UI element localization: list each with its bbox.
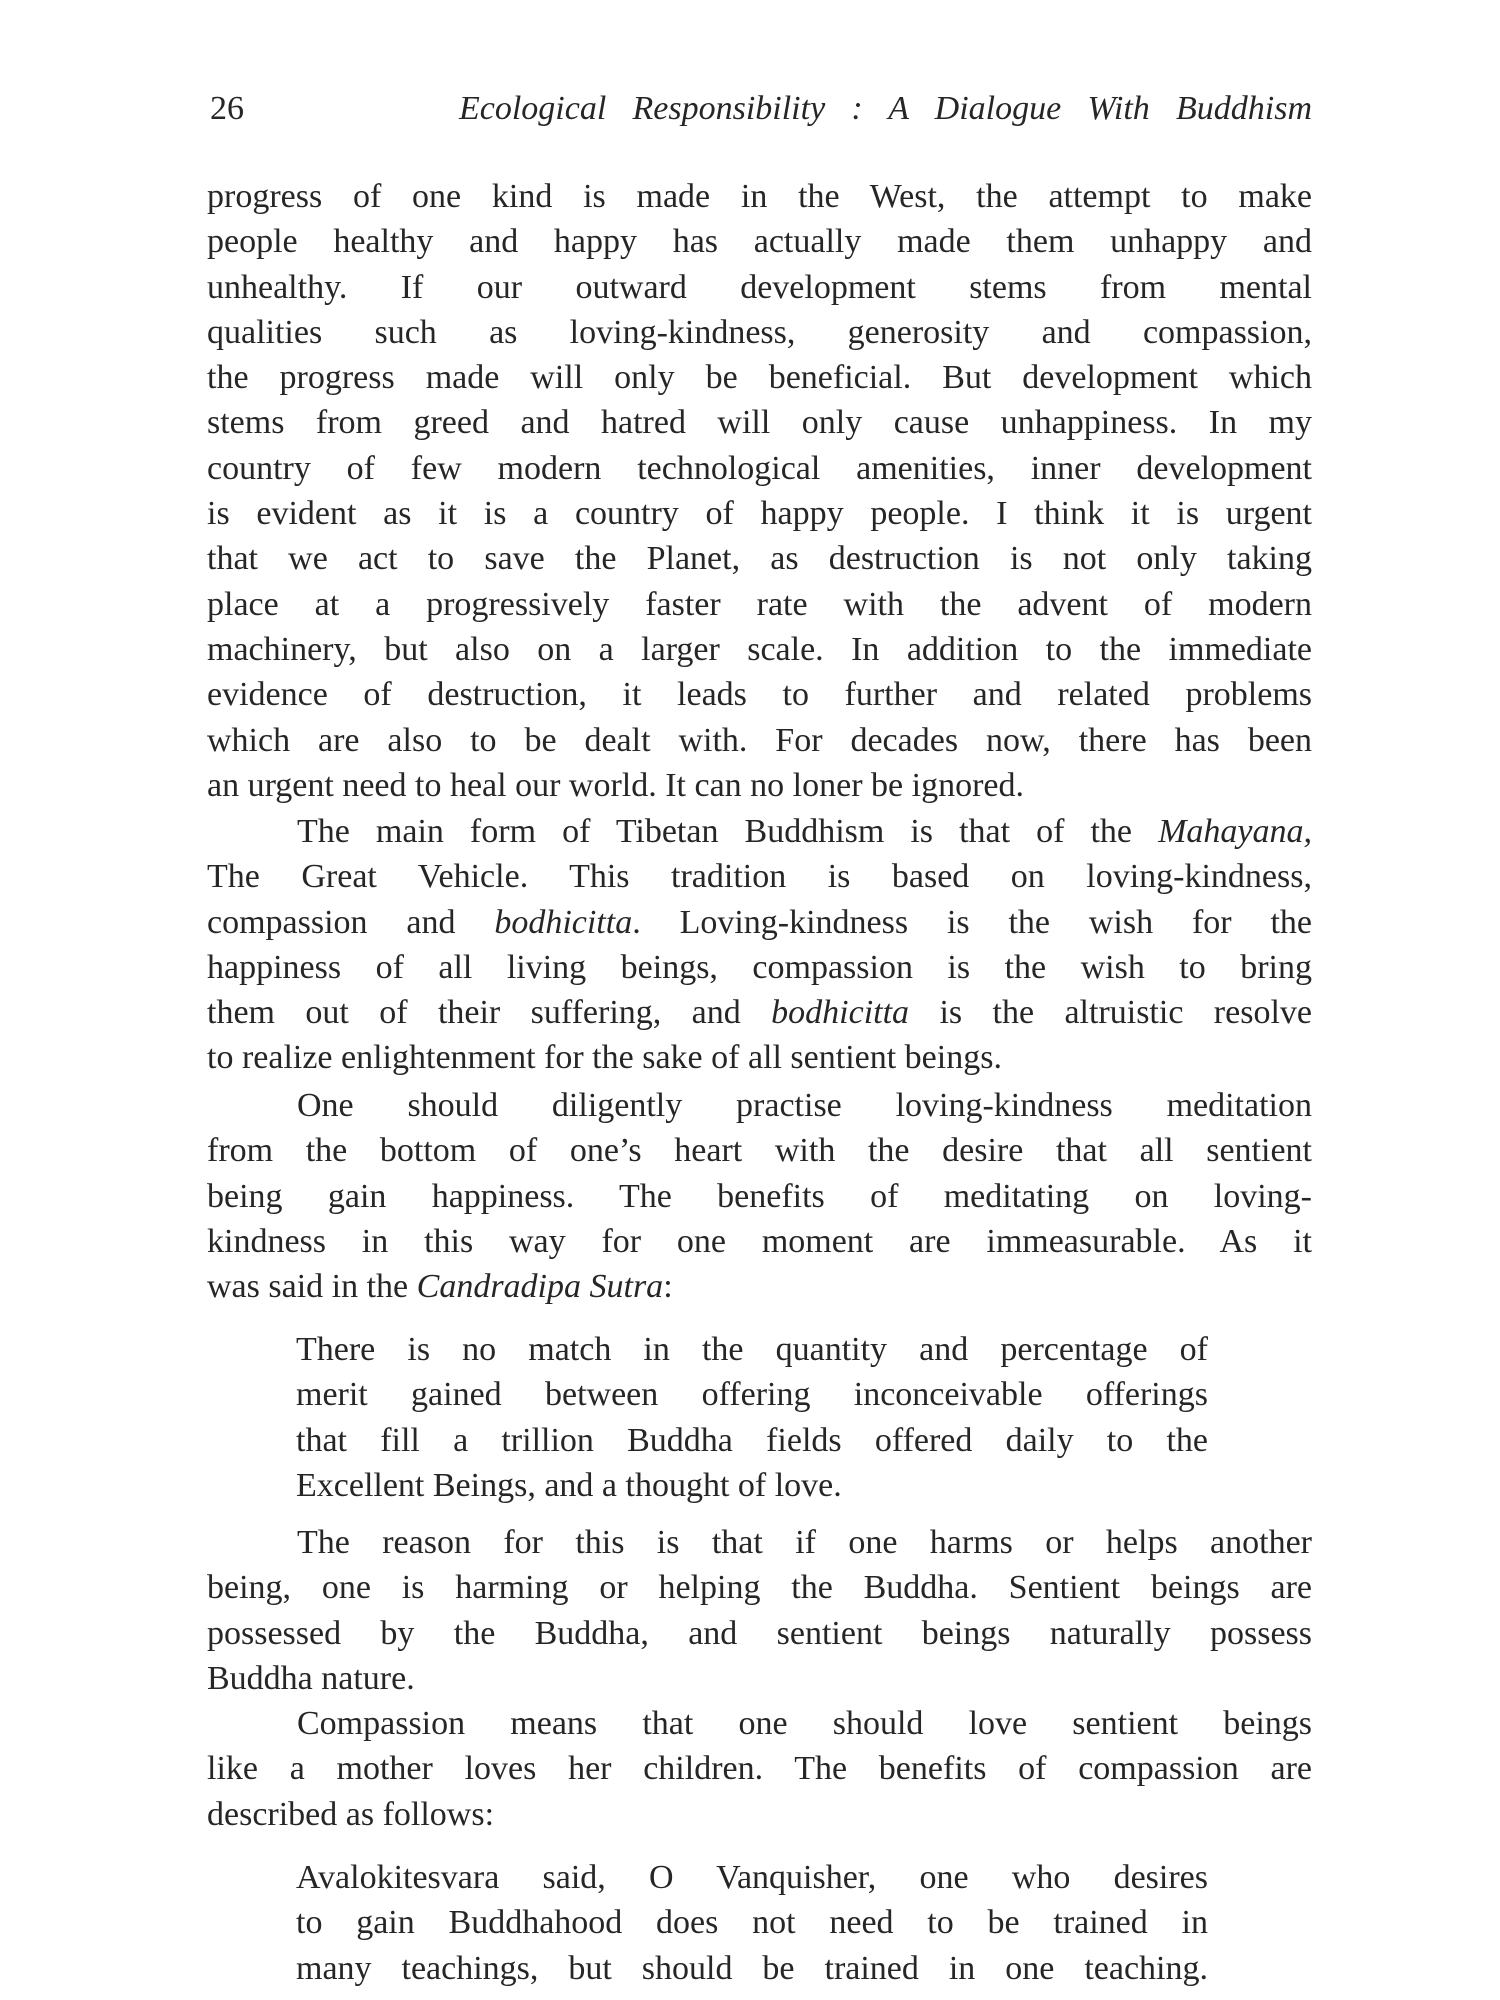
text-line xyxy=(207,1219,1312,1264)
text-segment: The reason for this is that if one harms or helps another xyxy=(297,1524,1312,1561)
text-segment: being, one is harming or helping the Buddha. Sentient beings are xyxy=(207,1569,1312,1607)
text-line xyxy=(207,1128,1312,1173)
block-quote xyxy=(296,1327,1208,1508)
text-segment: stems from greed and hatred will only cause unhappiness. In my xyxy=(207,404,1312,442)
text-line xyxy=(296,1463,1208,1508)
text-segment: people healthy and happy has actually made them unhappy and xyxy=(207,223,1312,261)
text-line xyxy=(207,1035,1312,1080)
text-line xyxy=(207,310,1312,355)
italic-text: Mahayana, xyxy=(1158,813,1312,850)
text-segment: an urgent need to heal our world. It can no loner be ignored. xyxy=(207,766,1024,804)
text-line xyxy=(207,1174,1312,1219)
text-segment: : xyxy=(663,1268,673,1306)
text-segment: qualities such as loving-kindness, generosity and compassion, xyxy=(207,313,1312,351)
text-segment: is the altruistic resolve xyxy=(909,994,1312,1032)
text-line xyxy=(207,718,1312,763)
text-line xyxy=(207,355,1312,400)
text-line xyxy=(207,446,1312,491)
text-segment: happiness of all living beings, compassion is the wish to bring xyxy=(207,948,1312,986)
text-line xyxy=(207,945,1312,990)
text-segment: that fill a trillion Buddha fields offered daily to the xyxy=(296,1421,1208,1459)
page-number: 26 xyxy=(210,90,244,127)
text-line xyxy=(207,400,1312,445)
text-line xyxy=(207,582,1312,627)
text-segment: The main form of Tibetan Buddhism is that of the xyxy=(297,813,1159,850)
paragraph xyxy=(207,1520,1312,1701)
text-line xyxy=(296,1946,1208,1991)
text-segment: The Great Vehicle. This tradition is based on loving-kindness, xyxy=(207,858,1312,896)
running-title: Ecological Responsibility : A Dialogue With Buddhism xyxy=(459,90,1312,127)
text-segment: One should diligently practise loving-kindness meditation xyxy=(297,1087,1312,1124)
text-line xyxy=(296,1327,1208,1372)
text-segment: unhealthy. If our outward development stems from mental xyxy=(207,268,1312,306)
text-line xyxy=(207,265,1312,310)
text-segment: evidence of destruction, it leads to further and related problems xyxy=(207,676,1312,714)
text-segment: Compassion means that one should love sentient beings xyxy=(297,1705,1312,1742)
text-line xyxy=(207,1520,1312,1565)
text-segment: place at a progressively faster rate with the advent of modern xyxy=(207,585,1312,623)
text-segment: that we act to save the Planet, as destruction is not only taking xyxy=(207,540,1312,578)
text-line xyxy=(207,763,1312,808)
text-line xyxy=(207,854,1312,899)
text-segment: which are also to be dealt with. For decades now, there has been xyxy=(207,721,1312,759)
text-line xyxy=(207,536,1312,581)
text-line xyxy=(207,1611,1312,1656)
text-line xyxy=(207,672,1312,717)
block-quote xyxy=(296,1855,1208,1991)
text-line xyxy=(296,1418,1208,1463)
text-segment: There is no match in the quantity and percentage of xyxy=(296,1331,1208,1368)
text-segment: progress of one kind is made in the West, the attempt to make xyxy=(207,178,1312,215)
text-segment: Avalokitesvara said, O Vanquisher, one who desires xyxy=(296,1859,1208,1896)
text-segment: merit gained between offering inconceivable offerings xyxy=(296,1376,1208,1414)
text-segment: like a mother loves her children. The benefits of compassion are xyxy=(207,1750,1312,1788)
text-line xyxy=(207,174,1312,219)
paragraph xyxy=(207,809,1312,1081)
text-line xyxy=(296,1372,1208,1417)
italic-text: bodhicitta xyxy=(771,994,910,1032)
text-segment: Buddha nature. xyxy=(207,1659,415,1697)
text-segment: to gain Buddhahood does not need to be trained in xyxy=(296,1904,1208,1942)
italic-text: Candradipa Sutra xyxy=(416,1268,664,1306)
text-segment: them out of their suffering, and xyxy=(207,994,772,1032)
text-segment: kindness in this way for one moment are immeasurable. As it xyxy=(207,1222,1312,1260)
text-line xyxy=(207,1746,1312,1791)
text-segment: . Loving-kindness is the wish for the xyxy=(632,903,1312,941)
text-segment: being gain happiness. The benefits of meditating on loving- xyxy=(207,1177,1312,1215)
text-line xyxy=(207,491,1312,536)
text-segment: machinery, but also on a larger scale. In addition to the immediate xyxy=(207,630,1312,668)
text-segment: is evident as it is a country of happy people. I think it is urgent xyxy=(207,495,1312,533)
text-line xyxy=(296,1855,1208,1900)
text-segment: many teachings, but should be trained in one teaching. xyxy=(296,1949,1208,1987)
text-line xyxy=(207,627,1312,672)
paragraph xyxy=(207,1083,1312,1309)
text-segment: compassion and xyxy=(207,903,495,941)
paragraph xyxy=(207,174,1312,808)
text-line xyxy=(207,990,1312,1035)
italic-text: bodhicitta xyxy=(494,903,633,941)
text-line xyxy=(207,1565,1312,1610)
text-line xyxy=(207,809,1312,854)
text-line xyxy=(207,1656,1312,1701)
text-line xyxy=(207,219,1312,264)
text-line xyxy=(207,1083,1312,1128)
text-segment: from the bottom of one’s heart with the desire that all sentient xyxy=(207,1132,1312,1170)
text-segment: country of few modern technological amenities, inner development xyxy=(207,449,1312,487)
text-segment: Excellent Beings, and a thought of love. xyxy=(296,1466,842,1504)
text-segment: described as follows: xyxy=(207,1795,495,1833)
text-segment: possessed by the Buddha, and sentient beings naturally possess xyxy=(207,1614,1312,1652)
text-segment: the progress made will only be beneficial. But development which xyxy=(207,359,1312,397)
text-line xyxy=(207,1264,1312,1309)
paragraph xyxy=(207,1701,1312,1837)
text-line xyxy=(207,1701,1312,1746)
text-line xyxy=(207,1792,1312,1837)
text-segment: was said in the xyxy=(207,1268,417,1306)
text-segment: to realize enlightenment for the sake of all sentient beings. xyxy=(207,1039,1002,1077)
text-line xyxy=(296,1900,1208,1945)
text-line xyxy=(207,900,1312,945)
